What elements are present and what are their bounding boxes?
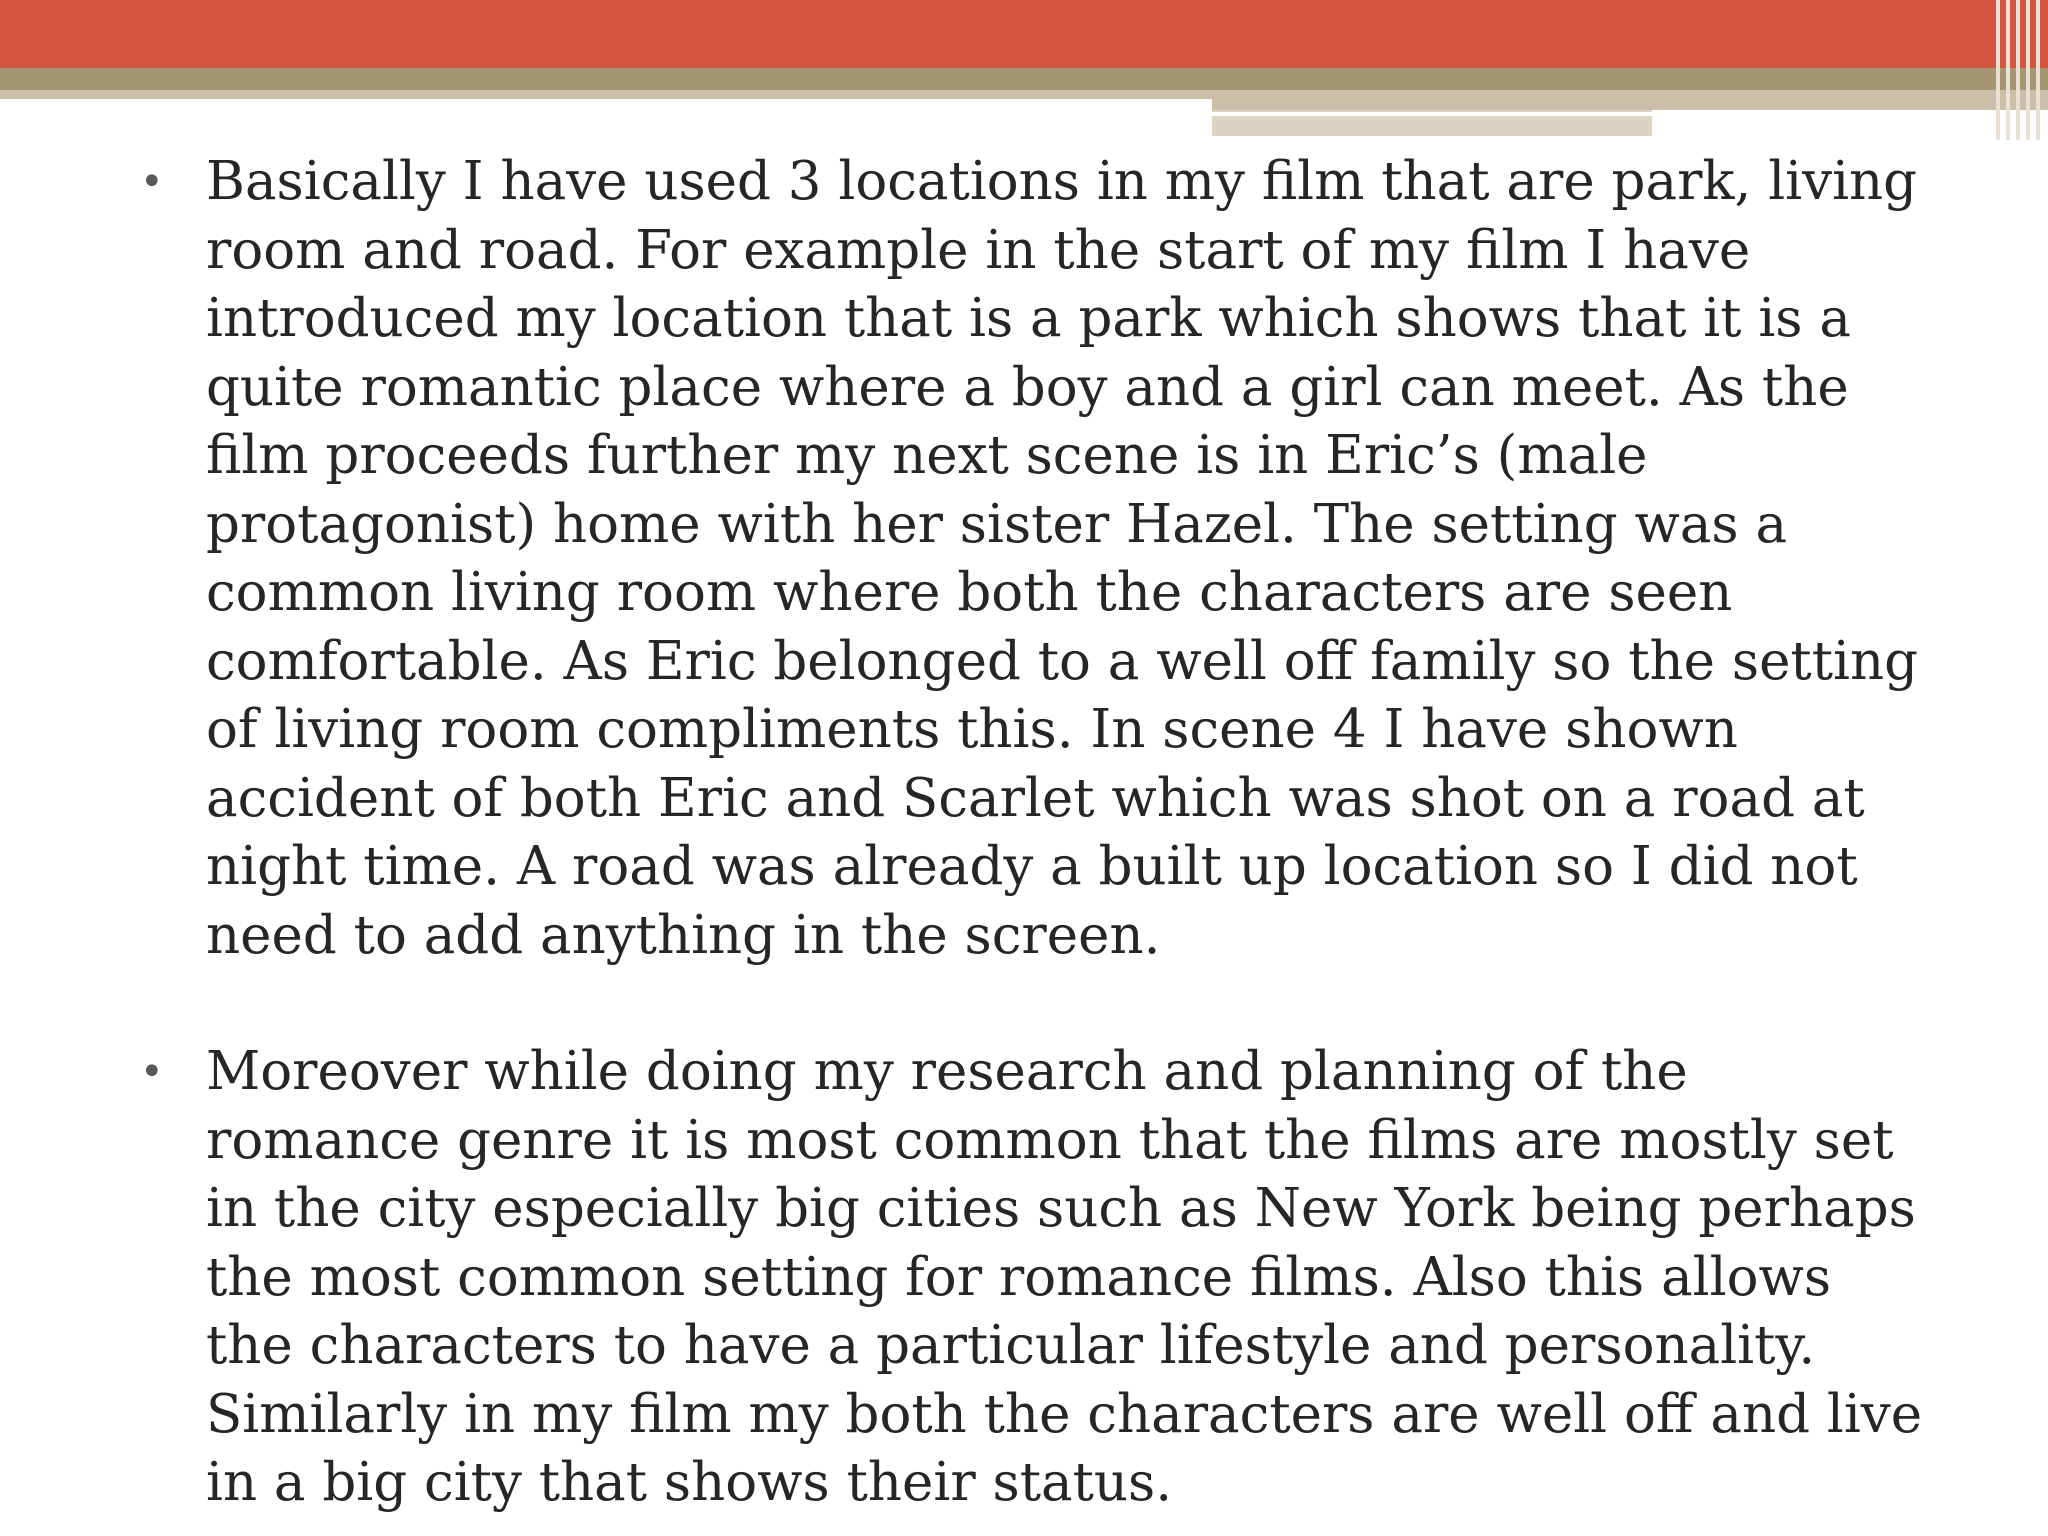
right-stripes-decoration: [1990, 0, 2048, 140]
tan-header-band: [0, 68, 2048, 90]
red-header-bar: [0, 0, 2048, 68]
slide-content: [140, 148, 1940, 1518]
bullet-marker-icon: •: [140, 159, 164, 205]
decorative-stripe: [2006, 0, 2010, 140]
light-tan-band: [0, 90, 1212, 99]
bullet-item-locations: [140, 148, 1940, 970]
decorative-stripe: [2026, 0, 2030, 140]
white-divider-line: [1212, 112, 1896, 116]
bullet-text: Moreover while doing my research and planning of the romance genre it is most common that the films are mostly set in the city especially big cities such as New York being perhaps the most common setting for romance films. Also this allows the characters to have a particular lifestyle and personality. Similarly in my film my both the characters are well off and live in a big city that shows their status.: [206, 1041, 1923, 1513]
decorative-stripe: [1996, 0, 2000, 140]
tan-step-band: [1212, 90, 2048, 110]
decorative-stripe: [2036, 0, 2040, 140]
bullet-marker-icon: •: [140, 1049, 164, 1095]
bullet-item-research: [140, 1038, 1940, 1518]
bullet-text: Basically I have used 3 locations in my film that are park, living room and road. For example in the start of my film I have introduced my location that is a park which shows that it is a quite romantic place where a boy and a girl can meet. As the film proceeds further my next scene is in Eric’s (male protagonist) home with her sister Hazel. The setting was a common living room where both the characters are seen comfortable. As Eric belonged to a well off family so the setting of living room compliments this. In scene 4 I have shown accident of both Eric and Scarlet which was shot on a road at night time. A road was already a built up location so I did not need to add anything in the screen.: [206, 151, 1919, 966]
decorative-stripe: [2016, 0, 2020, 140]
